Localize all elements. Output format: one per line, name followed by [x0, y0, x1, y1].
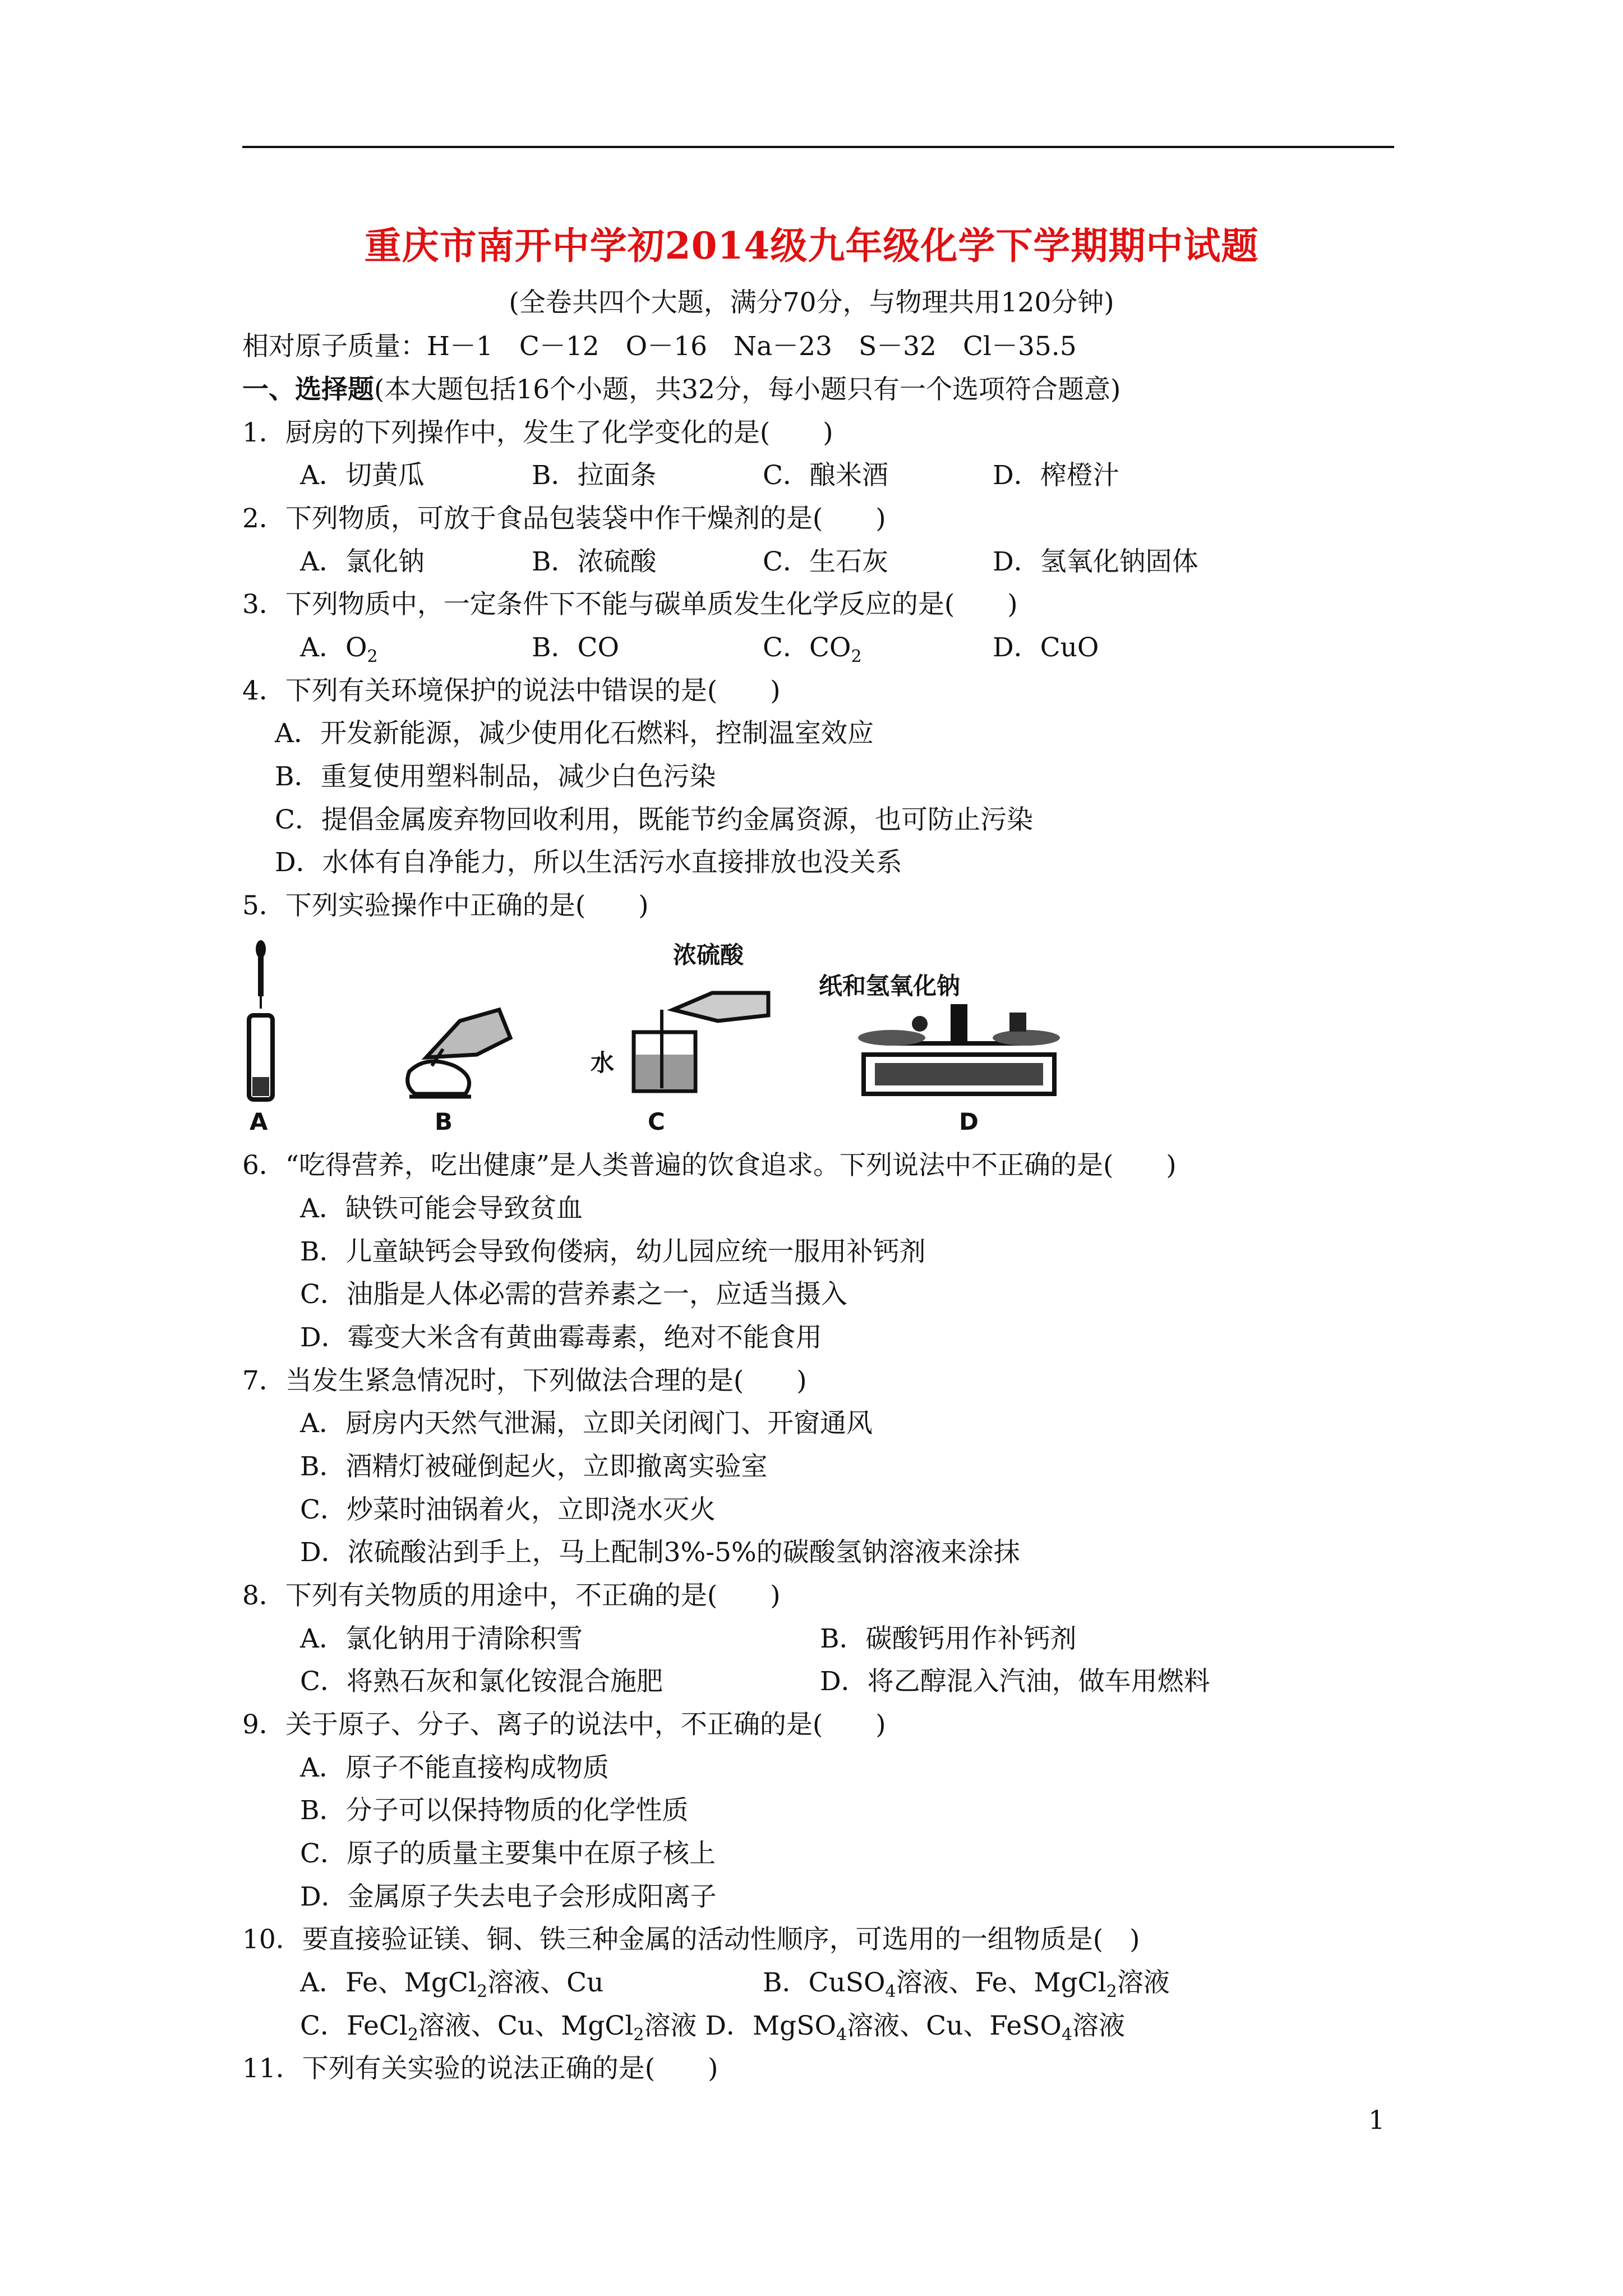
q6-option-b: B．儿童缺钙会导致佝偻病，幼儿园应统一服用补钙剂 — [300, 1236, 926, 1267]
subscript: 4 — [885, 1982, 896, 2001]
q9-option-d: D．金属原子失去电子会形成阳离子 — [300, 1881, 717, 1912]
subscript: 2 — [477, 1982, 488, 2001]
q3-option-b: B．CO — [532, 632, 620, 663]
subscript: 4 — [836, 2025, 847, 2045]
q3-option-a — [300, 631, 378, 674]
diluting-acid-illustration — [628, 976, 780, 1099]
q10-a-part2: 溶液、Cu — [487, 1967, 604, 1998]
q5-figure — [241, 937, 1082, 1139]
q4-option-d: D．水体有自净能力，所以生活污水直接排放也没关系 — [275, 847, 902, 878]
q1-option-c: C．酿米酒 — [763, 460, 888, 491]
exam-info: (全卷共四个大题，满分70分，与物理共用120分钟) — [509, 287, 1114, 318]
q10-b-part1: B．CuSO — [763, 1967, 886, 1998]
question-10-stem: 10．要直接验证镁、铜、铁三种金属的活动性顺序，可选用的一组物质是( ) — [242, 1924, 1140, 1955]
q10-option-a — [300, 1966, 603, 2009]
question-5-stem: 5．下列实验操作中正确的是( ) — [242, 890, 649, 921]
fig-label-d: D — [959, 1108, 979, 1135]
q3-option-a-text: A．O — [300, 632, 367, 663]
q1-option-a: A．切黄瓜 — [300, 460, 425, 491]
fig-label-conc-sulfuric-acid: 浓硫酸 — [673, 941, 744, 969]
q10-option-b — [763, 1966, 1170, 2009]
question-6-stem: 6．“吃得营养，吃出健康”是人类普遍的饮食追求。下列说法中不正确的是( ) — [242, 1150, 1177, 1181]
header-rule — [242, 146, 1394, 148]
section-heading-bold: 一、选择题 — [242, 374, 374, 405]
q7-option-d: D．浓硫酸沾到手上，马上配制3%-5%的碳酸氢钠溶液来涂抹 — [300, 1537, 1020, 1568]
question-3-stem: 3．下列物质中，一定条件下不能与碳单质发生化学反应的是( ) — [242, 589, 1018, 620]
q10-d-part3: 溶液 — [1072, 2010, 1126, 2041]
q3-option-c — [763, 631, 862, 674]
q7-option-c: C．炒菜时油锅着火，立即浇水灭火 — [300, 1494, 716, 1525]
question-8-stem: 8．下列有关物质的用途中，不正确的是( ) — [242, 1580, 781, 1611]
q3-option-d: D．CuO — [993, 632, 1099, 663]
q2-option-d: D．氢氧化钠固体 — [993, 546, 1198, 577]
subscript: 2 — [851, 647, 862, 666]
balance-illustration — [852, 993, 1066, 1105]
q10-c-part2: 溶液、Cu、MgCl — [418, 2010, 634, 2041]
fig-label-b: B — [435, 1108, 453, 1135]
q2-option-b: B．浓硫酸 — [532, 546, 657, 577]
q10-b-part3: 溶液 — [1117, 1967, 1170, 1998]
q7-option-b: B．酒精灯被碰倒起火，立即撤离实验室 — [300, 1451, 768, 1482]
q1-option-b: B．拉面条 — [532, 460, 657, 491]
page-title: 重庆市南开中学初2014级九年级化学下学期期中试题 — [364, 224, 1259, 268]
subscript: 4 — [1061, 2025, 1073, 2045]
pouring-liquid-illustration — [393, 987, 516, 1111]
subscript: 2 — [367, 647, 378, 666]
fig-label-c: C — [648, 1108, 665, 1135]
page-number: 1 — [1368, 2105, 1385, 2135]
dropper-test-tube-illustration — [241, 937, 308, 1105]
section-heading-rest: (本大题包括16个小题，共32分，每小题只有一个选项符合题意) — [374, 374, 1121, 405]
question-11-stem: 11．下列有关实验的说法正确的是( ) — [242, 2053, 718, 2084]
question-2-stem: 2．下列物质，可放于食品包装袋中作干燥剂的是( ) — [242, 503, 886, 534]
q6-option-c: C．油脂是人体必需的营养素之一，应适当摄入 — [300, 1279, 847, 1310]
q7-option-a: A．厨房内天然气泄漏，立即关闭阀门、开窗通风 — [300, 1408, 873, 1439]
section-heading — [242, 373, 1121, 407]
fig-label-a: A — [250, 1108, 268, 1135]
question-4-stem: 4．下列有关环境保护的说法中错误的是( ) — [242, 675, 781, 706]
atomic-masses: 相对原子质量：H－1 C－12 O－16 Na－23 S－32 Cl－35.5 — [242, 331, 1077, 362]
question-7-stem: 7．当发生紧急情况时，下列做法合理的是( ) — [242, 1365, 807, 1396]
q2-option-c: C．生石灰 — [763, 546, 888, 577]
q10-b-part2: 溶液、Fe、MgCl — [896, 1967, 1106, 1998]
question-1-stem: 1．厨房的下列操作中，发生了化学变化的是( ) — [242, 417, 833, 448]
q10-option-c-d — [300, 2009, 1125, 2052]
q10-c-part1: C．FeCl — [300, 2010, 408, 2041]
q10-d-part1: D．MgSO — [697, 2010, 837, 2041]
q3-option-c-text: C．CO — [763, 632, 851, 663]
question-9-stem: 9．关于原子、分子、离子的说法中，不正确的是( ) — [242, 1709, 886, 1740]
q2-option-a: A．氯化钠 — [300, 546, 425, 577]
q6-option-a: A．缺铁可能会导致贫血 — [300, 1193, 583, 1224]
q9-option-a: A．原子不能直接构成物质 — [300, 1752, 609, 1783]
subscript: 2 — [633, 2025, 644, 2045]
subscript: 2 — [407, 2025, 418, 2045]
q10-c-part3: 溶液 — [644, 2010, 697, 2041]
q9-option-b: B．分子可以保持物质的化学性质 — [300, 1795, 689, 1826]
q4-option-c: C．提倡金属废弃物回收利用，既能节约金属资源，也可防止污染 — [275, 804, 1033, 835]
subscript: 2 — [1106, 1982, 1117, 2001]
q10-d-part2: 溶液、Cu、FeSO — [847, 2010, 1062, 2041]
q8-option-a: A．氯化钠用于清除积雪 — [300, 1623, 583, 1654]
q4-option-b: B．重复使用塑料制品，减少白色污染 — [275, 761, 716, 792]
fig-label-water: 水 — [591, 1049, 615, 1076]
q10-a-part1: A．Fe、MgCl — [300, 1967, 477, 1998]
q8-option-d: D．将乙醇混入汽油，做车用燃料 — [820, 1666, 1210, 1697]
q8-option-c: C．将熟石灰和氯化铵混合施肥 — [300, 1666, 663, 1697]
q1-option-d: D．榨橙汁 — [993, 460, 1119, 491]
q9-option-c: C．原子的质量主要集中在原子核上 — [300, 1838, 716, 1869]
q6-option-d: D．霉变大米含有黄曲霉毒素，绝对不能食用 — [300, 1322, 822, 1353]
fig-label-paper-naoh: 纸和氢氧化钠 — [819, 972, 961, 1000]
q4-option-a: A．开发新能源，减少使用化石燃料，控制温室效应 — [275, 718, 874, 749]
q8-option-b: B．碳酸钙用作补钙剂 — [820, 1623, 1077, 1654]
